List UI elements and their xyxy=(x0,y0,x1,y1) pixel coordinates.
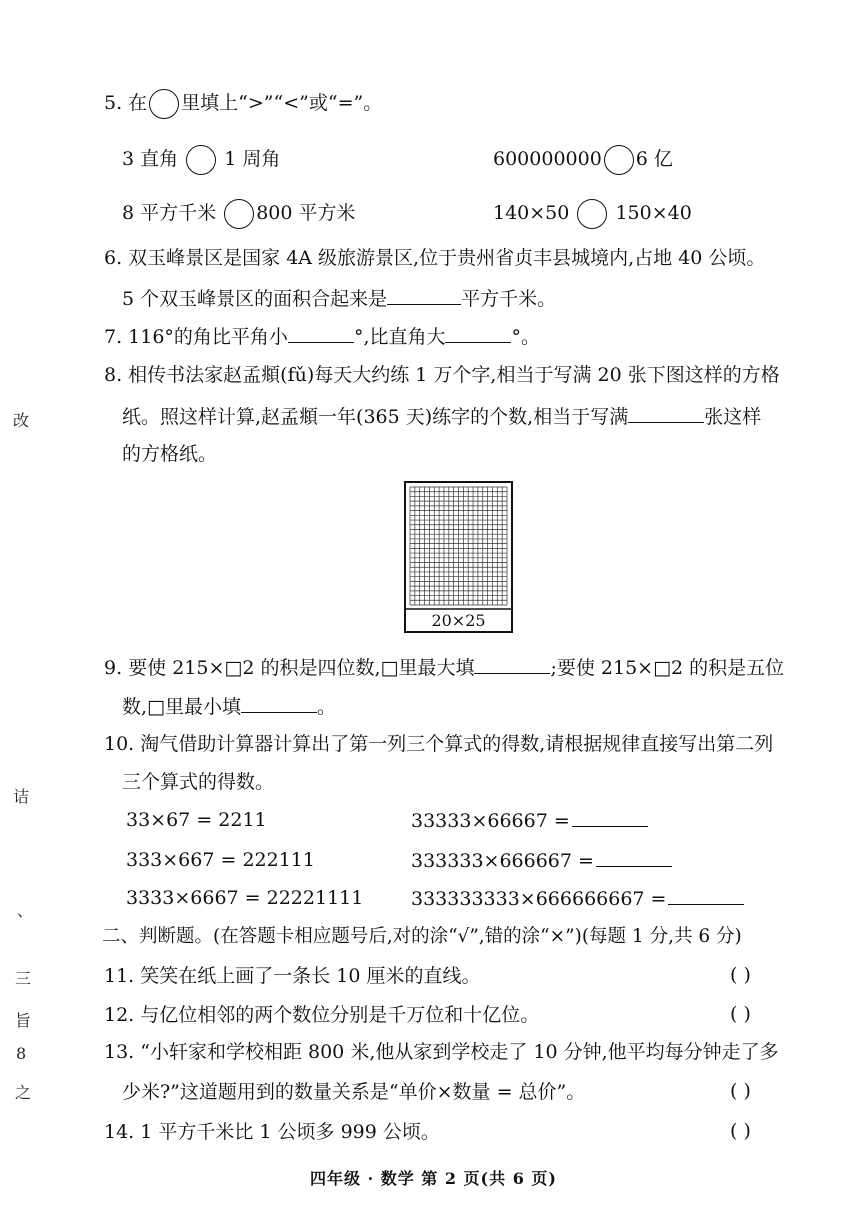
q8-answer-blank[interactable] xyxy=(628,404,704,423)
q8-line-2-tail: 张这样 xyxy=(704,406,762,428)
q7-text-c: °。 xyxy=(511,326,540,348)
q8-line-1: 8. 相传书法家赵孟頫(fǔ)每天大约练 1 万个字,相当于写满 20 张下图这样的方格 xyxy=(104,364,780,386)
q14-text: 14. 1 平方千米比 1 公顷多 999 公顷。 xyxy=(104,1121,440,1143)
q9-line-1-text: 9. 要使 215×□2 的积是四位数,□里最大填 xyxy=(104,657,475,679)
compare-circle-1[interactable] xyxy=(186,145,216,175)
q6-line-1: 6. 双玉峰景区是国家 4A 级旅游景区,位于贵州省贞丰县城境内,占地 40 公顷。 xyxy=(104,247,766,269)
q7-text-a: 7. 116°的角比平角小 xyxy=(104,326,288,348)
q10-left-3: 3333×6667 = 22221111 xyxy=(126,887,364,909)
q5-item-4-right: 150×40 xyxy=(615,202,692,224)
q5-item-1-right: 1 周角 xyxy=(224,148,281,170)
q10-blank-1[interactable] xyxy=(572,808,648,827)
margin-char-3: 、 xyxy=(17,901,34,920)
margin-char-6: 8 xyxy=(16,1044,27,1063)
q5-item-1-left: 3 直角 xyxy=(122,148,179,170)
q7-line xyxy=(104,324,540,349)
section-2-title: 二、判断题。(在答题卡相应题号后,对的涂“√”,错的涂“×”)(每题 1 分,共 6 分) xyxy=(102,926,742,947)
q5-item-3-left: 8 平方千米 xyxy=(122,202,217,224)
q11-text: 11. 笑笑在纸上画了一条长 10 厘米的直线。 xyxy=(104,965,481,987)
q8-line-2 xyxy=(122,404,761,429)
q10-right-2-expr: 333333×666667 = xyxy=(411,850,594,872)
q10-line-1: 10. 淘气借助计算器计算出了第一列三个算式的得数,请根据规律直接写出第二列 xyxy=(104,733,774,755)
q5-item-2-right: 6 亿 xyxy=(635,148,673,170)
q10-right-2 xyxy=(411,848,672,873)
q5-item-3-right: 800 平方米 xyxy=(256,202,356,224)
q6-line-2-unit: 平方千米。 xyxy=(461,288,557,310)
q7-text-b: °,比直角大 xyxy=(353,326,446,348)
q12-answer-parens[interactable]: ( ) xyxy=(730,1003,751,1025)
q10-blank-2[interactable] xyxy=(596,848,672,867)
q13-answer-parens[interactable]: ( ) xyxy=(730,1080,751,1102)
q6-line-2-text: 5 个双玉峰景区的面积合起来是 xyxy=(122,288,388,310)
q9-line-1 xyxy=(104,655,784,680)
margin-char-7: 之 xyxy=(15,1083,32,1102)
margin-char-4: 三 xyxy=(15,969,32,988)
q13-line-2: 少米?”这道题用到的数量关系是“单价×数量 = 总价”。 xyxy=(122,1081,586,1103)
q5-item-2 xyxy=(493,145,673,175)
q13-line-1: 13. “小轩家和学校相距 800 米,他从家到学校走了 10 分钟,他平均每分钟走了多 xyxy=(104,1041,779,1063)
q6-line-2 xyxy=(122,286,556,311)
q9-blank-1[interactable] xyxy=(474,655,550,674)
q9-line-2 xyxy=(122,694,336,719)
compare-circle-3[interactable] xyxy=(224,199,254,229)
q5-item-3 xyxy=(122,199,356,229)
q5-item-1 xyxy=(122,145,280,175)
q10-right-3-expr: 333333333×666666667 = xyxy=(411,888,667,910)
q10-line-2: 三个算式的得数。 xyxy=(122,771,275,793)
q9-blank-2[interactable] xyxy=(241,694,317,713)
q5-stem-suffix: 里填上“>”“<”或“=”。 xyxy=(181,92,383,114)
q10-right-1-expr: 33333×66667 = xyxy=(411,810,570,832)
compare-circle-example xyxy=(149,89,179,119)
q8-line-3: 的方格纸。 xyxy=(122,443,218,465)
q5-item-4-left: 140×50 xyxy=(493,202,570,224)
q7-blank-1[interactable] xyxy=(288,324,354,343)
compare-circle-2[interactable] xyxy=(604,145,634,175)
margin-char-5: 旨 xyxy=(15,1011,32,1030)
margin-char-1: 改 xyxy=(13,411,30,430)
q8-line-2-text: 纸。照这样计算,赵孟頫一年(365 天)练字的个数,相当于写满 xyxy=(122,406,629,428)
q10-left-1: 33×67 = 2211 xyxy=(126,809,267,831)
grid-paper-label: 20×25 xyxy=(431,611,486,630)
q6-answer-blank[interactable] xyxy=(387,286,461,305)
q5-stem-prefix: 5. 在 xyxy=(104,92,148,114)
q9-line-1-tail: ;要使 215×□2 的积是五位 xyxy=(550,657,785,679)
q10-blank-3[interactable] xyxy=(668,886,744,905)
q14-answer-parens[interactable]: ( ) xyxy=(730,1120,751,1142)
q10-left-2: 333×667 = 222111 xyxy=(126,849,315,871)
q12-text: 12. 与亿位相邻的两个数位分别是千万位和十亿位。 xyxy=(104,1004,540,1026)
q5-stem xyxy=(104,89,382,119)
q10-right-3 xyxy=(411,886,744,911)
compare-circle-4[interactable] xyxy=(577,199,607,229)
q5-item-4 xyxy=(493,199,692,229)
q5-item-2-left: 600000000 xyxy=(493,148,602,170)
q10-right-1 xyxy=(411,808,648,833)
page-footer: 四年级 · 数学 第 2 页(共 6 页) xyxy=(310,1169,557,1188)
grid-paper-lines xyxy=(406,483,511,631)
q11-answer-parens[interactable]: ( ) xyxy=(730,964,751,986)
q9-line-2-tail: 。 xyxy=(317,696,337,718)
q9-line-2-text: 数,□里最小填 xyxy=(122,696,241,718)
margin-char-2: 诘 xyxy=(13,787,30,806)
q7-blank-2[interactable] xyxy=(445,324,511,343)
